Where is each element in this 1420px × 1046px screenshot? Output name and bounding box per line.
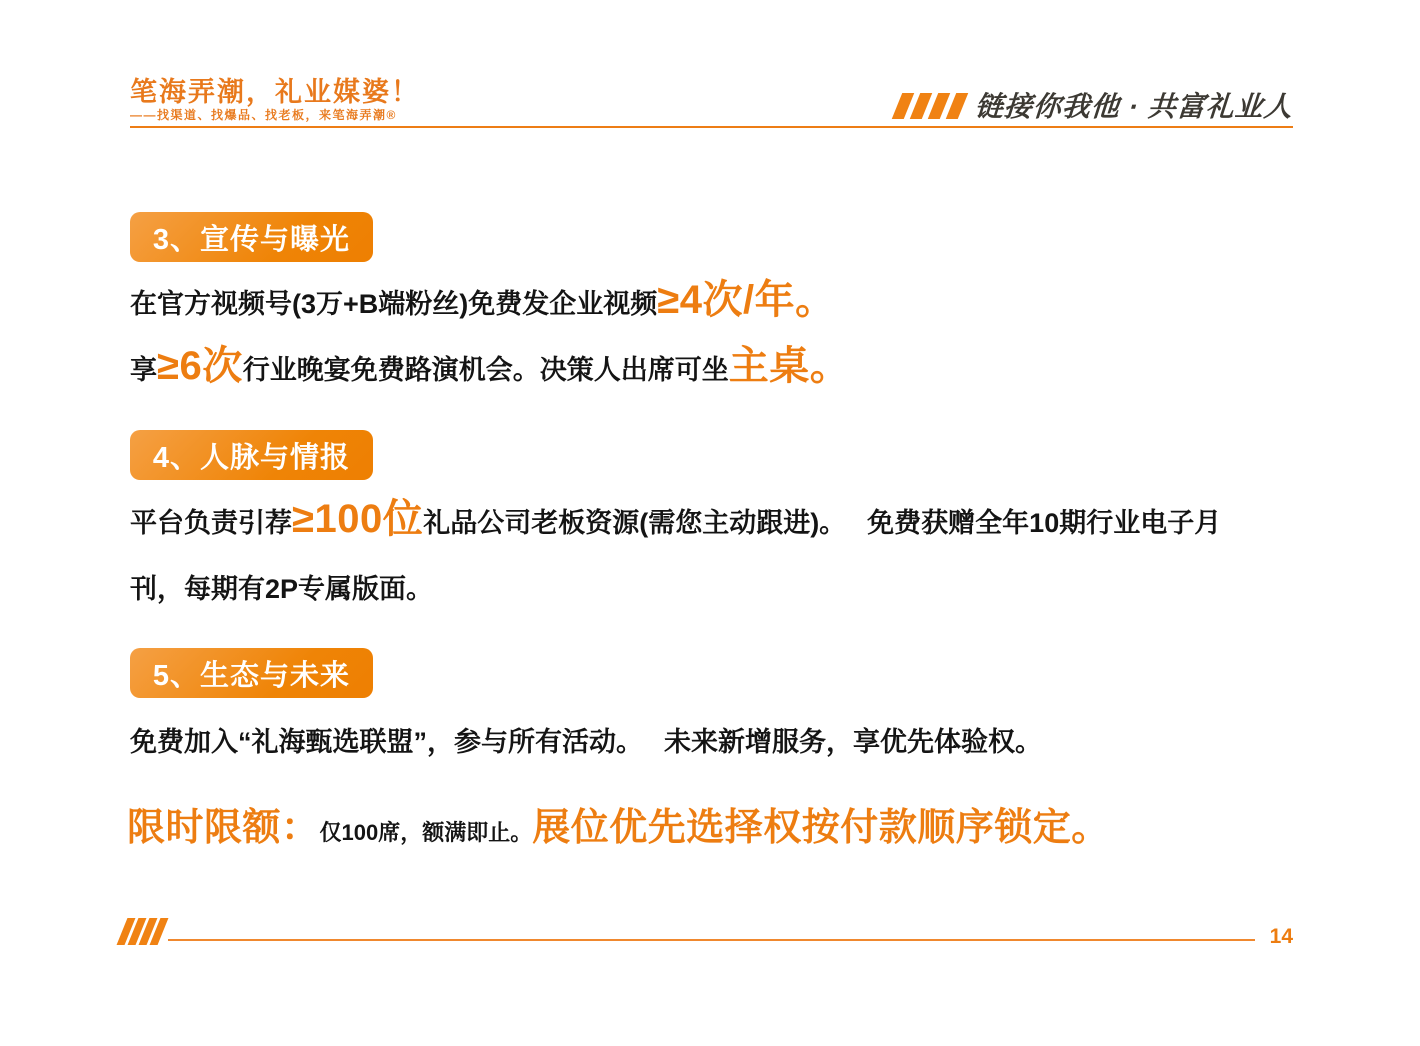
text-line — [130, 727, 1042, 759]
offer-note: 仅100席，额满即止。 — [319, 820, 533, 845]
text-segment: 行业晚宴免费路演机会。决策人出席可坐 — [242, 355, 729, 385]
section-badge-ecosystem: 5、生态与未来 — [130, 648, 373, 698]
offer-statement: 展位优先选择权按付款顺序锁定。 — [532, 807, 1110, 849]
text-line — [130, 574, 433, 606]
text-line — [130, 496, 1221, 543]
logo-subtitle: ——找渠道、找爆品、找老板，来笔海弄潮® — [130, 108, 397, 122]
text-line — [130, 277, 836, 324]
highlight-segment: ≥100位 — [292, 497, 424, 541]
logo-title: 笔海弄潮，礼业媒婆！ — [130, 77, 420, 107]
text-segment: 刊，每期有2P专属版面。 — [130, 574, 434, 604]
text-segment: 在官方视频号(3万+B端粉丝)免费发企业视频 — [130, 289, 658, 319]
highlight-segment: ≥6次 — [157, 344, 243, 388]
highlight-segment: 主桌。 — [728, 344, 851, 388]
header-slogan: 链接你我他 · 共富礼业人 — [973, 91, 1294, 122]
text-segment: 享 — [130, 355, 157, 385]
footer — [122, 916, 1293, 952]
text-segment: 免费加入“礼海甄选联盟”，参与所有活动。 未来新增服务，享优先体验权。 — [130, 727, 1042, 757]
section-badge-publicity: 3、宣传与曝光 — [130, 212, 373, 262]
slash-icon — [946, 93, 969, 119]
section-badge-network: 4、人脉与情报 — [130, 430, 373, 480]
footer-divider — [168, 939, 1255, 941]
footer-slashes-icon — [122, 918, 166, 945]
header-divider — [130, 126, 1293, 128]
highlight-segment: ≥4次/年。 — [657, 278, 836, 322]
text-segment: 礼品公司老板资源(需您主动跟进)。 免费获赠全年10期行业电子月 — [423, 508, 1222, 538]
page-number: 14 — [1269, 925, 1293, 948]
text-segment: 平台负责引荐 — [130, 508, 292, 538]
header-slashes-icon — [897, 93, 969, 119]
offer-label: 限时限额： — [127, 807, 320, 849]
text-line — [130, 343, 850, 390]
limited-offer-line — [127, 796, 1110, 851]
